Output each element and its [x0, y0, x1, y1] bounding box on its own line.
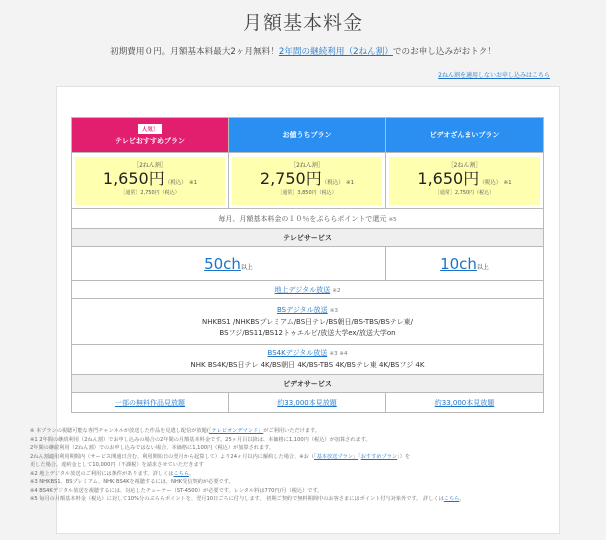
bs4k-channels: NHK BS4K/BS日テレ 4K/BS朝日 4K/BS-TBS 4K/BSテレ東 4K/BSフジ 4K: [190, 361, 425, 369]
vod-cell-value: [229, 393, 386, 413]
price-note: ※1: [188, 179, 198, 186]
two-year-discount-link[interactable]: 2年間の継続利用（2ねん割）: [278, 47, 393, 57]
plan-name: お値うちプラン: [282, 131, 332, 139]
plan-name: ビデオざんまいプラン: [429, 131, 500, 139]
vod-link[interactable]: 一部の無料作品見放題: [115, 398, 185, 407]
regular-price: ［通常］2,750円（税込）: [120, 189, 180, 196]
bs4k-link[interactable]: BS4Kデジタル放送: [267, 349, 328, 357]
channel-suffix: 以上: [240, 263, 253, 271]
channel-count-link[interactable]: 50ch: [204, 254, 241, 273]
vod-link[interactable]: 約33,000本見放題: [434, 398, 495, 407]
price-cell-tv-recommend: [72, 153, 229, 209]
no-discount-apply-link[interactable]: 2ねん割を適用しないお申し込みはこちら: [438, 72, 550, 79]
points-details-link[interactable]: こちら: [443, 496, 460, 502]
points-text: 毎月、月額基本料金の１０％をぷららポイントで還元: [218, 214, 387, 223]
section-video-service: ビデオサービス: [72, 375, 544, 393]
plan-table: [71, 117, 544, 413]
plan-header-video: [386, 118, 544, 153]
price-note: ※1: [345, 179, 355, 186]
popular-badge: 人気！: [138, 124, 163, 134]
bs-channels-line2: BSフジ/BS11/BS12トゥエルビ/放送大学ex/放送大学on: [219, 328, 396, 337]
bs4k-note: ※3 ※4: [329, 351, 348, 357]
price-box: [75, 157, 225, 205]
bs-link[interactable]: BSデジタル放送: [276, 305, 328, 314]
footnote-1: ※1 2年間の継続利用（2ねん割）でお申し込みの場合の2年間の月額基本料金です。25ヶ月目以降は、本価格に1,100円（税込）が加算されます。: [30, 436, 371, 443]
footnote-0: ※ 本プランの視聴可能な専門チャンネルが放送した作品を見逃し配信が放題(「テレビオンデマンド」がご利用いただけます。: [30, 428, 320, 434]
footnotes: [30, 427, 486, 504]
bs-channels-line1: NHKBS1 /NHKBSプレミアム/BS日テレ/BS朝日/BS-TBS/BSテレ東/: [202, 317, 413, 326]
price-amount: 1,650円: [417, 168, 480, 188]
footnote-3: ※3 NHKBS1、BSプレミアム、NHK BS4Kを視聴するには、NHK受信契約が必要です。: [30, 479, 234, 485]
channels-cell-b: [386, 247, 544, 281]
price-tax: （税込）: [164, 179, 187, 186]
recommend-plan-link[interactable]: おすすめプラン: [360, 453, 398, 460]
points-note: ※5: [388, 216, 397, 223]
price-note: ※1: [503, 179, 512, 186]
terrestrial-conditions-link[interactable]: こちら: [173, 470, 190, 477]
tv-on-demand-link[interactable]: 「テレビオンデマンド」: [208, 428, 264, 434]
channel-count-link[interactable]: 10ch: [440, 254, 477, 273]
plan-header-tv-recommend: [72, 118, 229, 153]
footnote-2: ※2 地上デジタル放送のご利用には条件があります。詳しくはこちら。: [30, 470, 195, 477]
price-box: [232, 157, 382, 205]
section-tv-service: テレビサービス: [72, 229, 544, 247]
footnote-1b: 2年間の継続利用（2ねん割）でのお申し込みではない場合、本価格に1,100円（税込）が加算されます。: [30, 445, 275, 451]
price-label: ［2ねん割］: [447, 161, 482, 169]
footnote-5: ※5 毎月の月額基本料金（税込）に対して10%分のぷららポイントを、翌月10日ごろに付与します。 初期ご契約で無料期間中のお客さまにはポイント付与対象外です。 詳しくはこちら。: [30, 496, 465, 502]
footnote-4: ※4 BS4Kデジタル放送を視聴するには、対応したチューナー（ST-4500）が必要です。レンタル料は770円/月（税込）です。: [30, 487, 323, 494]
plan-name: テレビおすすめプラン: [115, 137, 185, 145]
footnote-1c: 2ねん割適用利用期間内（サービス開通日含む、利用開始日の翌月から起算して）より24ヶ月以内に解約した場合、※お（「基本放送プラン」「おすすめプラン」）を: [30, 453, 411, 460]
channels-cell-a: [72, 247, 386, 281]
bs4k-row: [72, 345, 544, 375]
footnote-1d: 更した場合、違約金として10,000円（不課税）を請求させていただきます: [30, 462, 204, 468]
bs-row: [72, 299, 544, 345]
vod-cell-video: [386, 393, 544, 413]
lead-after: でのお申し込みがおトク！: [392, 47, 496, 57]
price-tax: （税込）: [321, 179, 344, 186]
price-cell-value: [229, 153, 386, 209]
price-box: [389, 157, 540, 205]
plan-header-value: [229, 118, 386, 153]
bs-note: ※3: [329, 307, 339, 314]
terrestrial-note: ※2: [332, 287, 341, 294]
terrestrial-row: [72, 281, 544, 299]
points-row: [72, 209, 544, 229]
lead-text: [0, 45, 606, 57]
price-cell-video: [386, 153, 544, 209]
terrestrial-link[interactable]: 地上デジタル放送: [274, 285, 331, 294]
channel-suffix: 以上: [476, 263, 489, 271]
regular-price: ［通常］2,750円（税込）: [434, 189, 495, 196]
price-amount: 2,750円: [259, 168, 322, 188]
page-title: 月額基本料金: [242, 12, 363, 34]
price-label: ［2ねん割］: [133, 161, 167, 169]
regular-price: ［通常］3,850円（税込）: [277, 189, 337, 196]
lead-before: 初期費用０円。月額基本料最大2ヶ月無料！: [110, 47, 279, 57]
basic-plan-link[interactable]: 「基本放送プラン」: [314, 453, 359, 460]
price-label: ［2ねん割］: [290, 161, 324, 169]
vod-link[interactable]: 約33,000本見放題: [277, 398, 337, 407]
vod-cell-tv-recommend: [72, 393, 229, 413]
price-tax: （税込）: [479, 179, 502, 186]
price-amount: 1,650円: [102, 168, 165, 188]
